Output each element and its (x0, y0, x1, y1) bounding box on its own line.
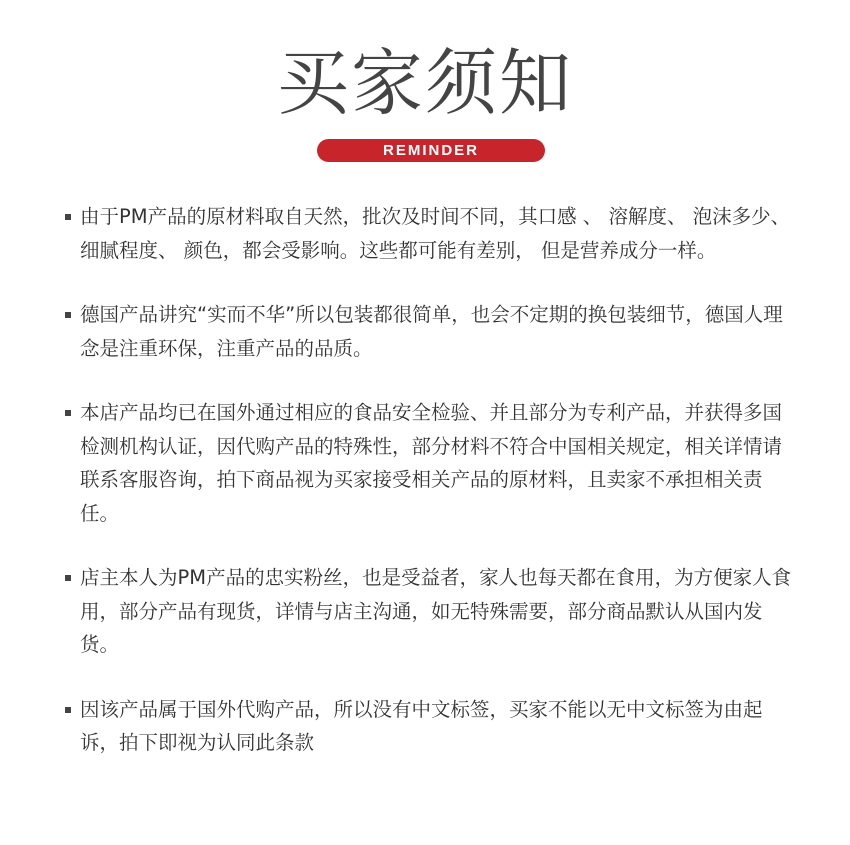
notice-text: 本店产品均已在国外通过相应的食品安全检验、并且部分为专利产品，并获得多国检测机构认证，因代购产品的特殊性，部分材料不符合中国相关规定，相关详情请联系客服咨询，拍下商品视为买家接受相关产品的原材料，且卖家不承担相关责任。 (80, 401, 783, 525)
bullet-icon (65, 707, 71, 713)
bullet-icon (65, 312, 71, 318)
reminder-badge: REMINDER (317, 139, 545, 162)
notice-item-natural-materials (64, 200, 794, 267)
notice-text: 由于PM产品的原材料取自天然，批次及时间不同，其口感 、 溶解度、 泡沫多少、细腻程度、 颜色，都会受影响。这些都可能有差别， 但是营养成分一样。 (80, 205, 791, 262)
bullet-icon (65, 575, 71, 581)
notice-item-certification (64, 396, 794, 530)
page-title: 买家须知 (276, 41, 573, 125)
notice-list (64, 200, 794, 791)
notice-item-labels (64, 693, 794, 760)
bullet-icon (65, 410, 71, 416)
notice-item-packaging (64, 298, 794, 365)
bullet-icon (65, 214, 71, 220)
notice-item-shipping (64, 561, 794, 662)
notice-text: 德国产品讲究“实而不华”所以包装都很简单，也会不定期的换包装细节，德国人理念是注重环保，注重产品的品质。 (80, 303, 783, 360)
notice-text: 因该产品属于国外代购产品，所以没有中文标签，买家不能以无中文标签为由起诉，拍下即视为认同此条款 (80, 697, 763, 754)
notice-text: 店主本人为PM产品的忠实粉丝，也是受益者，家人也每天都在食用，为方便家人食用，部分产品有现货，详情与店主沟通，如无特殊需要，部分商品默认从国内发货。 (80, 566, 792, 656)
